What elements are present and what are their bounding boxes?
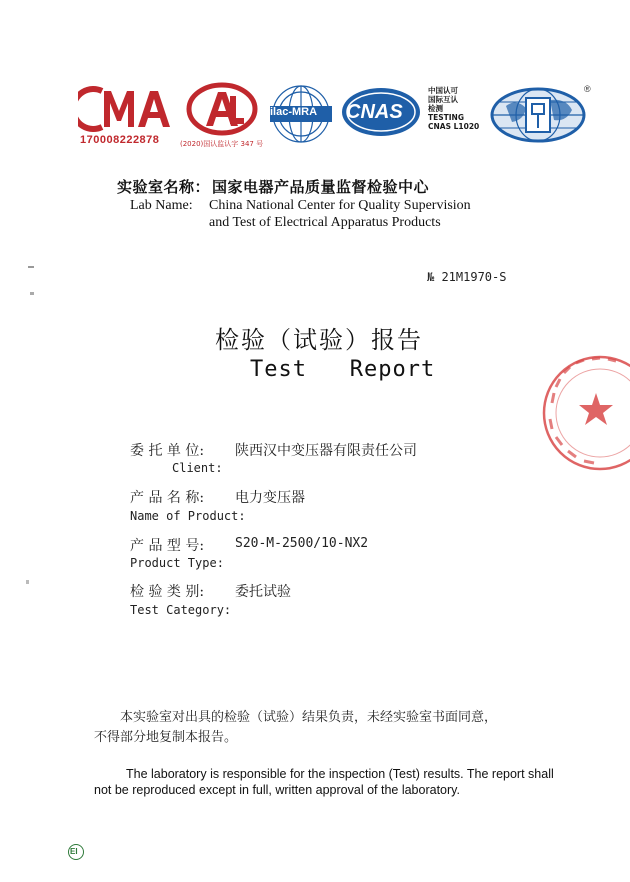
report-title-cn: 检验（试验）报告 <box>215 326 423 354</box>
cnas-text-line: CNAS L1020 <box>428 122 480 131</box>
logo-row <box>0 0 630 160</box>
scan-speck <box>30 292 34 295</box>
footer-mark: EI <box>70 847 78 856</box>
cal-number: (2020)国认监认字 347 号 <box>180 140 264 148</box>
client-value: 陕西汉中变压器有限责任公司 <box>235 443 417 459</box>
notice-cn-line2: 不得部分地复制本报告。 <box>94 730 238 745</box>
ilac-label: ilac-MRA <box>270 106 318 118</box>
globe-logo-icon <box>486 86 590 144</box>
official-seal-icon <box>538 353 630 473</box>
lab-name-label-en: Lab Name: <box>130 198 193 213</box>
cnas-text-line: 检测 <box>428 104 443 113</box>
lab-name-label-cn: 实验室名称： <box>117 178 211 196</box>
field-label-cn: 产 品 型 号: <box>130 538 205 554</box>
field-label-en: Test Category: <box>130 603 232 617</box>
field-label-cn: 委 托 单 位: <box>130 443 205 459</box>
notice-cn-line1: 本实验室对出具的检验（试验）结果负责，未经实验室书面同意， <box>120 710 498 725</box>
cnas-text-line: 中国认可 <box>428 86 458 95</box>
cnas-accreditation-text <box>428 86 479 131</box>
field-label-cn: 检 验 类 别: <box>130 584 205 600</box>
report-title-en: Test Report <box>250 357 436 382</box>
product-name-value: 电力变压器 <box>235 490 305 506</box>
field-label-en: Product Type: <box>130 556 224 570</box>
cma-logo-icon <box>78 85 176 133</box>
lab-name-en-line2: and Test of Electrical Apparatus Products <box>209 215 441 230</box>
lab-name-cn: 国家电器产品质量监督检验中心 <box>212 178 430 196</box>
field-label-en: Client: <box>172 461 223 475</box>
field-label-en: Name of Product: <box>130 509 246 523</box>
test-category-value: 委托试验 <box>235 584 291 600</box>
cnas-text-line: TESTING <box>428 113 464 122</box>
lab-name-en-line1: China National Center for Quality Supervision <box>209 198 471 213</box>
registered-mark: ® <box>584 84 591 94</box>
cal-logo-icon <box>186 82 258 136</box>
field-label-cn: 产 品 名 称: <box>130 490 205 506</box>
cnas-label: CNAS <box>346 101 403 123</box>
report-number: № 21M1970-S <box>427 270 507 284</box>
scan-speck <box>28 266 34 268</box>
notice-en-line1: The laboratory is responsible for the inspection (Test) results. The report shall <box>126 767 554 781</box>
scan-speck <box>26 580 29 584</box>
cma-number: 170008222878 <box>80 134 160 146</box>
notice-en-line2: not be reproduced except in full, written approval of the laboratory. <box>94 783 460 797</box>
cnas-text-line: 国际互认 <box>428 95 458 104</box>
product-type-value: S20-M-2500/10-NX2 <box>235 536 369 551</box>
